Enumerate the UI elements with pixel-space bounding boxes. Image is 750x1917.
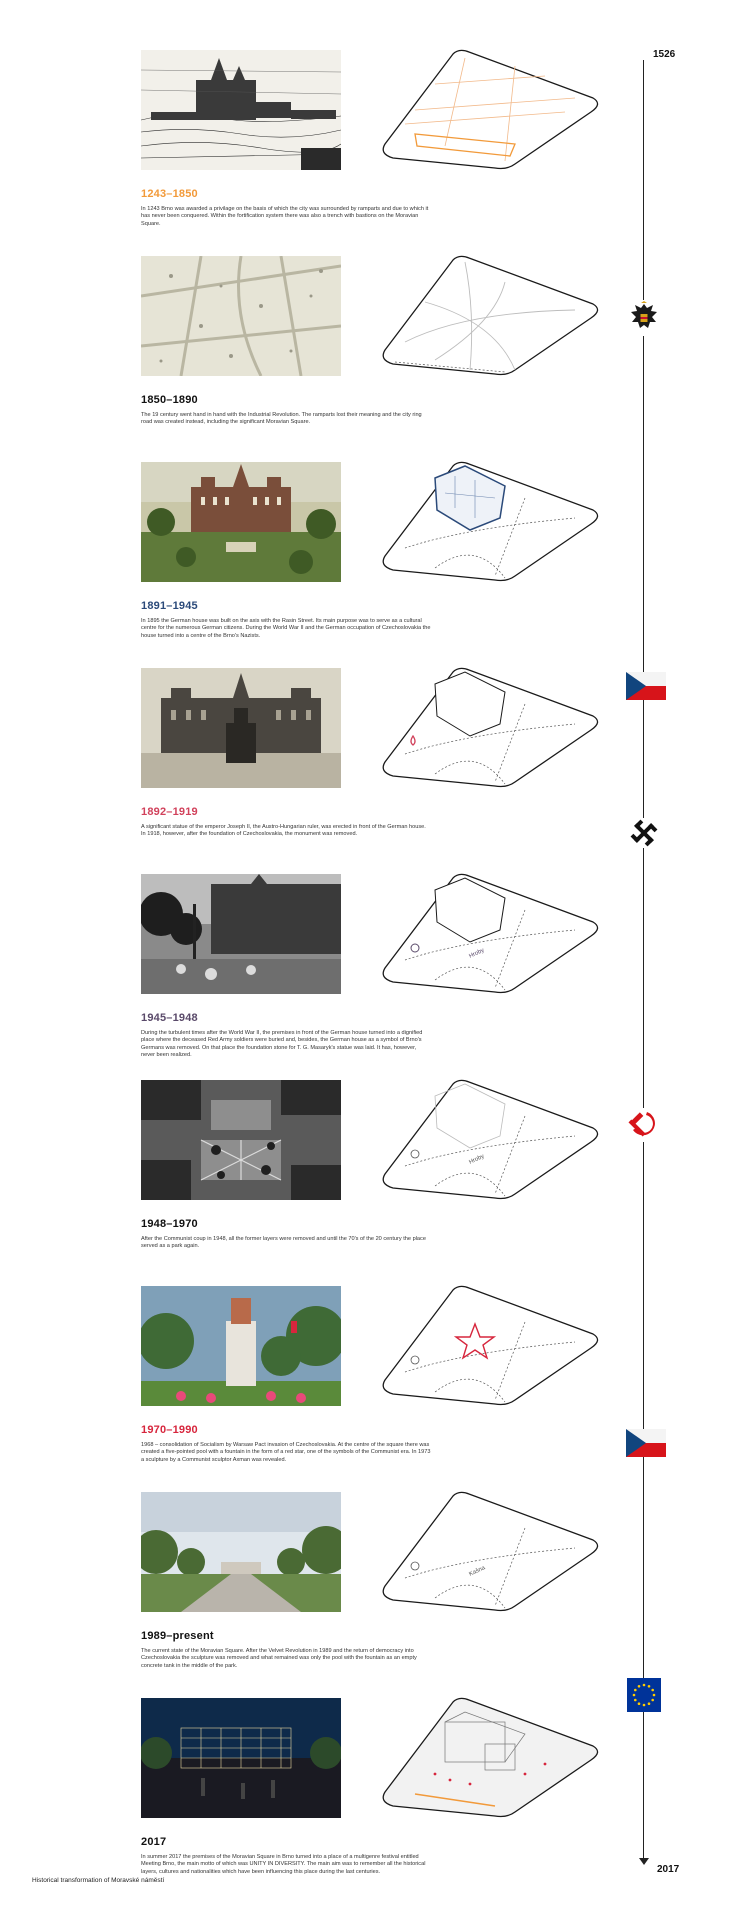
- site-diagram-4: [375, 664, 605, 794]
- period-1948-1970: [0, 1080, 640, 1285]
- period-description: The 19 century went hand in hand with the Industrial Revolution. The ramparts lost their meaning and the city ring road was created instead, including the significant Moravian Square.: [141, 412, 422, 426]
- photo-german-house-ruins: [141, 874, 341, 994]
- timeline-end-year: 2017: [657, 1864, 680, 1875]
- period-title: 1970–1990: [141, 1424, 198, 1436]
- period-description: A significant statue of the emperor Joseph II, the Austro-Hungarian ruler, was erected in front of the German house. In 1918, however, after the foundation of Czechoslovakia, the monument was removed.: [141, 824, 426, 838]
- period-1243-1850: [0, 50, 640, 255]
- period-title: 1892–1919: [141, 806, 198, 818]
- site-diagram-3: [375, 458, 605, 588]
- period-title: 1243–1850: [141, 188, 198, 200]
- site-diagram-2: [375, 252, 605, 382]
- photo-map: [141, 256, 341, 376]
- photo-park-alley: [141, 1492, 341, 1612]
- site-diagram-8: [375, 1488, 605, 1618]
- site-diagram-7: [375, 1282, 605, 1412]
- period-description: In 1243 Brno was awarded a privilage on the basis of which the city was surrounded by ramparts and due to which it has never been conquered. Within the fortification system there was also a trench with bastions on the Moravian Square.: [141, 206, 429, 227]
- photo-german-house-postcard: [141, 462, 341, 582]
- period-1970-1990: [0, 1286, 640, 1491]
- diagram-label: Kašna: [468, 1565, 487, 1578]
- photo-engraving: [141, 50, 341, 170]
- period-1892-1919: [0, 668, 640, 873]
- photo-statue-postcard: [141, 668, 341, 788]
- site-diagram-6: [375, 1076, 605, 1206]
- figure-caption: Historical transformation of Moravské náměstí: [32, 1877, 165, 1884]
- diagram-label: Hroby: [468, 1153, 486, 1166]
- period-title: 1850–1890: [141, 394, 198, 406]
- photo-night-pavilion: [141, 1698, 341, 1818]
- photo-aerial: [141, 1080, 341, 1200]
- period-title: 1945–1948: [141, 1012, 198, 1024]
- period-description: In 1895 the German house was built on the axis with the Rasin Street. Its main purpose was to serve as a cultural centre for the numerous German citizens. During the World War II and the German occupation of Czechoslovakia the house turned into a centre of the Brno's Nazists.: [141, 618, 431, 639]
- period-title: 1948–1970: [141, 1218, 198, 1230]
- period-title: 1891–1945: [141, 600, 198, 612]
- period-1945-1948: [0, 874, 640, 1079]
- site-diagram-1: [375, 46, 605, 176]
- timeline-start-year: 1526: [653, 49, 676, 60]
- period-1891-1945: [0, 462, 640, 667]
- period-1850-1890: [0, 256, 640, 461]
- diagram-label: Hroby: [468, 947, 486, 960]
- period-description: 1968 – consolidation of Socialism by Warsaw Pact invasion of Czechoslovakia. At the centre of the square there was created a five-pointed pool with a fountain in the form of a red star, one of the symbols of the Communist era. In 1973 a sculpture by a Communist sculptor Axman was revealed.: [141, 1442, 431, 1463]
- period-description: In summer 2017 the premises of the Moravian Square in Brno turned into a place of a multigenre festival entitled Meeting Brno, the main motto of which was UNITY IN DIVERSITY. The main aim was to remember all the historical layers, cultures and nationalities which have been influencing this place during the last centuries.: [141, 1854, 426, 1875]
- site-diagram-9: [375, 1694, 605, 1824]
- period-description: The current state of the Moravian Square. After the Velvet Revolution in 1989 and the return of democracy into Czechoslovakia the sculpture was removed and what remained was only the pool with the fountain as an empty concrete tank in the middle of the park.: [141, 1648, 417, 1669]
- photo-communist-sculpture: [141, 1286, 341, 1406]
- period-title: 2017: [141, 1836, 167, 1848]
- period-description: After the Communist coup in 1948, all the former layers were removed and until the 70's of the 20 century the place served as a park again.: [141, 1236, 426, 1250]
- site-diagram-5: [375, 870, 605, 1000]
- period-2017: [0, 1698, 640, 1903]
- period-1989-present: [0, 1492, 640, 1697]
- period-description: During the turbulent times after the World War II, the premises in front of the German house turned into a dignified place where the deceased Red Army soldiers were buried and, besides, the German house as a symbol of Brno's Germans was removed. On that place the foundation stone for T. G. Masaryk's statue was laid. It has, however, never been realized.: [141, 1030, 423, 1059]
- period-title: 1989–present: [141, 1630, 214, 1642]
